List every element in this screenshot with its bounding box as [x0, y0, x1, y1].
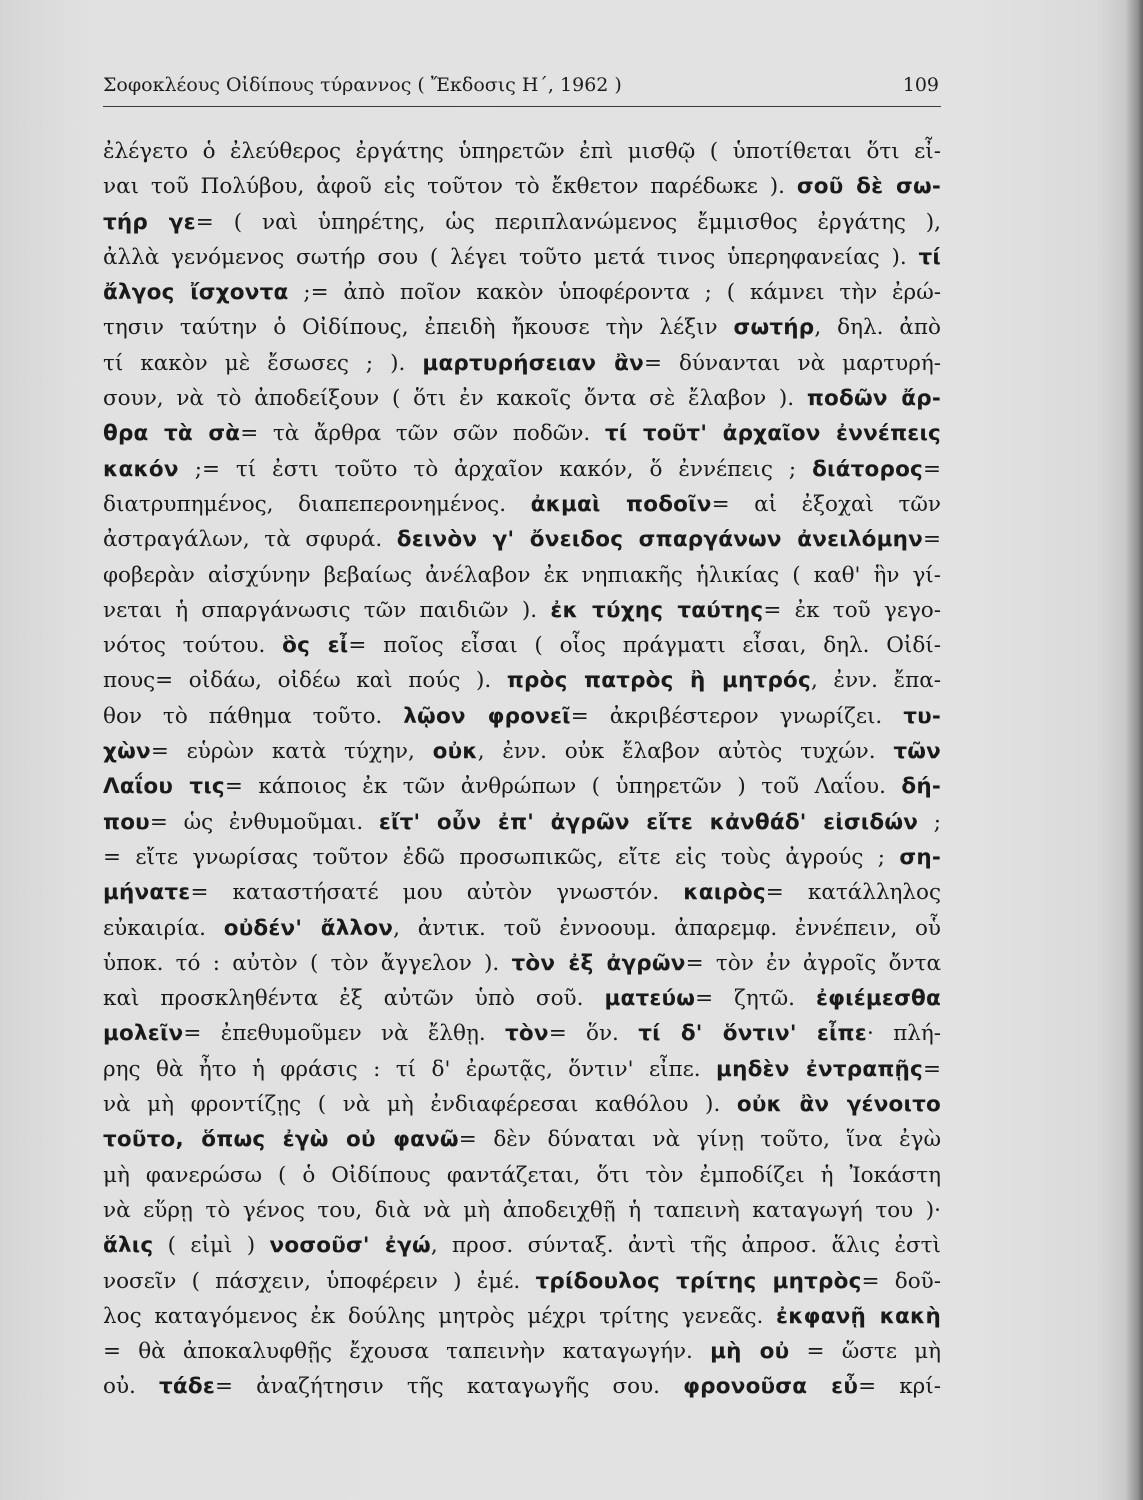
gloss-text: = ζητῶ.: [695, 986, 816, 1012]
gloss-text: λος καταγόμενος ἐκ δούλης μητρὸς μέχρι τρίτης γενεᾶς.: [103, 1303, 777, 1329]
gloss-text: νοσεῖν ( πάσχειν, ὑποφέρειν ) ἐμέ.: [103, 1268, 536, 1294]
lemma-term: διάτορος: [812, 456, 923, 482]
lemma-term: ἐφιέμεσθα: [815, 986, 941, 1012]
text-line: [103, 487, 941, 522]
running-title: Σοφοκλέους Οἰδίπους τύραννος ( Ἔκδοσις Η΄, 1962 ): [103, 74, 622, 96]
text-line: [103, 205, 941, 240]
text-line: [103, 310, 941, 345]
gloss-text: = θὰ ἀποκαλυφθῇς ἔχουσα ταπεινὴν καταγωγήν.: [103, 1339, 711, 1365]
gloss-text: τησιν ταύτην ὁ Οἰδίπους, ἐπειδὴ ἤκουσε τὴν λέξιν: [103, 315, 734, 341]
header-rule: [103, 106, 941, 107]
gloss-text: τί κακὸν μὲ ἔσωσες ; ).: [103, 350, 423, 376]
lemma-term: τυ-: [903, 703, 941, 729]
lemma-term: δή-: [901, 774, 941, 800]
text-line: [103, 769, 941, 804]
text-line: [103, 840, 941, 875]
gloss-text: = ὥστε μὴ: [789, 1339, 941, 1365]
lemma-term: τοῦτο, ὅπως ἐγὼ οὐ φανῶ: [103, 1127, 459, 1153]
text-line: [103, 981, 941, 1016]
gloss-text: καὶ προσκληθέντα ἐξ αὐτῶν ὑπὸ σοῦ.: [103, 986, 605, 1012]
commentary-text: [103, 134, 941, 1405]
text-line: [103, 1016, 941, 1051]
gloss-text: ἐλέγετο ὁ ἐλεύθερος ἐργάτης ὑπηρετῶν ἐπὶ μισθῷ ( ὑποτίθεται ὅτι εἶ-: [103, 139, 941, 164]
lemma-term: τῶν: [893, 739, 941, 765]
lemma-term: ὃς εἶ: [282, 633, 349, 659]
lemma-term: μὴ οὐ: [710, 1339, 790, 1365]
text-line: [103, 1299, 941, 1334]
lemma-term: χὼν: [103, 739, 151, 765]
gloss-text: =: [922, 456, 941, 482]
lemma-term: ἄλγος ἴσχοντα: [103, 280, 289, 306]
gloss-text: = ἀναζήτησιν τῆς καταγωγῆς σου.: [215, 1374, 684, 1400]
gloss-text: = ἐπεθυμοῦμεν νὰ ἔλθῃ.: [183, 1021, 505, 1047]
gloss-text: ;: [918, 809, 941, 835]
gloss-text: μὴ φανερώσω ( ὁ Οἰδίπους φαντάζεται, ὅτι τὸν ἐμποδίζει ἡ Ἰοκάστη: [103, 1162, 941, 1188]
lemma-term: μήνατε: [103, 880, 191, 906]
lemma-term: ἐκφανῇ κακὴ: [776, 1303, 941, 1329]
lemma-term: τί τοῦτ' ἀρχαῖον ἐννέπεις: [604, 421, 941, 447]
gloss-text: ρης θὰ ἦτο ἡ φράσις : τί δ' ἐρωτᾷς, ὅντιν' εἶπε.: [103, 1056, 717, 1082]
lemma-term: τήρ γε: [103, 209, 196, 235]
lemma-term: μαρτυρήσειαν ἂν: [422, 350, 644, 376]
text-line: [103, 452, 941, 487]
gloss-text: = ( ναὶ ὑπηρέτης, ὡς περιπλανώμενος ἔμμισθος ἐργάτης ),: [195, 209, 941, 235]
gloss-text: = κατάλληλος: [765, 880, 941, 906]
gloss-text: =: [922, 527, 941, 553]
text-line: [103, 1334, 941, 1369]
gloss-text: = αἱ ἐξοχαὶ τῶν: [711, 491, 941, 517]
gloss-text: , ἀντικ. τοῦ ἐννοουμ. ἀπαρεμφ. ἐννέπειν, οὗ: [393, 915, 941, 941]
lemma-term: Λαΐου τις: [103, 774, 225, 800]
gloss-text: = ὡς ἐνθυμοῦμαι.: [149, 809, 379, 835]
gloss-text: · πλή-: [866, 1021, 941, 1047]
running-head: [103, 68, 943, 104]
page-number: 109: [902, 74, 939, 96]
text-line: [103, 169, 941, 204]
lemma-term: λῷον φρονεῖ: [403, 703, 571, 729]
text-line: [103, 275, 941, 310]
gloss-text: = ποῖος εἶσαι ( οἷος πράγματι εἶσαι, δηλ. Οἰδί-: [348, 633, 941, 659]
gloss-text: θον τὸ πάθημα τοῦτο.: [103, 703, 404, 729]
lemma-term: τὸν: [504, 1021, 549, 1047]
gloss-text: διατρυπημένος, διαπεπερονημένος.: [103, 491, 531, 517]
text-line: [103, 134, 941, 169]
lemma-term: σοῦ δὲ σω-: [796, 174, 941, 200]
text-line: [103, 1228, 941, 1263]
lemma-term: ἐκ τύχης ταύτης: [550, 597, 764, 623]
gloss-text: ἀστραγάλων, τὰ σφυρά.: [103, 527, 397, 553]
lemma-term: τί: [918, 244, 941, 270]
gloss-text: =: [922, 1056, 941, 1082]
gloss-text: , ἐνν. ἔπα-: [810, 668, 941, 694]
lemma-term: εἴτ' οὖν ἐπ' ἀγρῶν εἴτε κἀνθάδ' εἰσιδών: [378, 809, 919, 835]
gloss-text: πους= οἰδάω, οἰδέω καὶ πούς ).: [103, 668, 507, 694]
lemma-term: θρα τὰ σὰ: [103, 421, 241, 447]
text-line: [103, 416, 941, 451]
gloss-text: ὑποκ. τό : αὐτὸν ( τὸν ἄγγελον ).: [103, 950, 512, 976]
gloss-text: σουν, νὰ τὸ ἀποδείξουν ( ὅτι ἐν κακοῖς ὄντα σὲ ἔλαβον ).: [103, 386, 807, 412]
gloss-text: , δηλ. ἀπὸ: [814, 315, 941, 341]
lemma-term: τὸν ἐξ ἀγρῶν: [511, 950, 686, 976]
gloss-text: = καταστήσατέ μου αὐτὸν γνωστόν.: [190, 880, 684, 906]
gloss-text: = ἀκριβέστερον γνωρίζει.: [570, 703, 904, 729]
gloss-text: = ὅν.: [548, 1021, 639, 1047]
text-line: [103, 381, 941, 416]
gloss-text: = τὸν ἐν ἀγροῖς ὄντα: [685, 950, 941, 976]
text-line: [103, 1158, 941, 1193]
gloss-text: φοβερὰν αἰσχύνην βεβαίως ἀνέλαβον ἐκ νηπιακῆς ἡλικίας ( καθ' ἣν γί-: [103, 562, 941, 588]
lemma-term: τρίδουλος τρίτης μητρὸς: [535, 1268, 862, 1294]
text-line: [103, 946, 941, 981]
gloss-text: νότος τούτου.: [103, 633, 283, 659]
text-line: [103, 1087, 941, 1122]
lemma-term: ματεύω: [604, 986, 696, 1012]
text-line: [103, 628, 941, 663]
lemma-term: οὐκ ἂν γένοιτο: [736, 1092, 941, 1118]
gloss-text: εὐκαιρία.: [103, 915, 224, 941]
lemma-term: τί δ' ὅντιν' εἶπε: [638, 1021, 867, 1047]
text-line: [103, 1369, 941, 1404]
lemma-term: νοσοῦσ' ἐγώ: [269, 1233, 431, 1259]
text-line: [103, 1193, 941, 1228]
lemma-term: οὐκ: [432, 739, 478, 765]
gloss-text: = δὲν δύναται νὰ γίνῃ τοῦτο, ἵνα ἐγὼ: [458, 1127, 941, 1153]
text-line: [103, 875, 941, 910]
gloss-text: νὰ μὴ φροντίζῃς ( νὰ μὴ ἐνδιαφέρεσαι καθόλου ).: [103, 1092, 737, 1118]
text-line: [103, 911, 941, 946]
text-line: [103, 240, 941, 275]
lemma-term: σωτήρ: [733, 315, 815, 341]
page-gutter-shadow: [1125, 0, 1143, 1500]
lemma-term: ἅλις: [103, 1233, 154, 1259]
text-line: [103, 1052, 941, 1087]
gloss-text: = εὑρὼν κατὰ τύχην,: [150, 739, 433, 765]
lemma-term: μηδὲν ἐντραπῇς: [716, 1056, 923, 1082]
lemma-term: καιρὸς: [683, 880, 766, 906]
gloss-text: ναι τοῦ Πολύβου, ἀφοῦ εἰς τοῦτον τὸ ἔκθετον παρέδωκε ).: [103, 174, 797, 200]
gloss-text: ( εἰμὶ ): [153, 1233, 270, 1259]
gloss-text: = δύνανται νὰ μαρτυρή-: [643, 350, 941, 376]
text-line: [103, 522, 941, 557]
gloss-text: = τὰ ἄρθρα τῶν σῶν ποδῶν.: [240, 421, 605, 447]
text-line: [103, 805, 941, 840]
gloss-text: = κάποιος ἐκ τῶν ἀνθρώπων ( ὑπηρετῶν ) τοῦ Λαΐου.: [224, 774, 902, 800]
lemma-term: δεινὸν γ' ὄνειδος σπαργάνων ἀνειλόμην: [396, 527, 923, 553]
lemma-term: που: [103, 809, 150, 835]
text-line: [103, 558, 941, 593]
gloss-text: = ἐκ τοῦ γεγο-: [763, 597, 941, 623]
gloss-text: νεται ἡ σπαργάνωσις τῶν παιδιῶν ).: [103, 597, 551, 623]
text-line: [103, 593, 941, 628]
gloss-text: = εἴτε γνωρίσας τοῦτον ἐδῶ προσωπικῶς, εἴτε εἰς τοὺς ἀγρούς ;: [103, 844, 900, 870]
gloss-text: = κρί-: [858, 1374, 941, 1400]
lemma-term: οὐδέν' ἄλλον: [223, 915, 394, 941]
lemma-term: πρὸς πατρὸς ἢ μητρός: [506, 668, 811, 694]
lemma-term: φρονοῦσα εὖ: [683, 1374, 859, 1400]
text-line: [103, 346, 941, 381]
lemma-term: κακόν: [103, 456, 179, 482]
gloss-text: νὰ εὕρῃ τὸ γένος του, διὰ νὰ μὴ ἀποδειχθῇ ἡ ταπεινὴ καταγωγή του )·: [103, 1197, 941, 1223]
text-line: [103, 1122, 941, 1157]
gloss-text: ;= τί ἐστι τοῦτο τὸ ἀρχαῖον κακόν, ὅ ἐννέπεις ;: [178, 456, 813, 482]
text-line: [103, 1264, 941, 1299]
gloss-text: = δοῦ-: [861, 1268, 941, 1294]
text-line: [103, 663, 941, 698]
lemma-term: ποδῶν ἄρ-: [806, 386, 941, 412]
gloss-text: ἀλλὰ γενόμενος σωτήρ σου ( λέγει τοῦτο μετά τινος ὑπερηφανείας ).: [103, 244, 919, 270]
gloss-text: , προσ. σύνταξ. ἀντὶ τῆς ἀπροσ. ἅλις ἐστὶ: [430, 1233, 941, 1259]
lemma-term: μολεῖν: [103, 1021, 184, 1047]
text-line: [103, 699, 941, 734]
lemma-term: ση-: [899, 844, 941, 870]
lemma-term: τάδε: [158, 1374, 216, 1400]
gloss-text: , ἐνν. οὐκ ἔλαβον αὐτὸς τυχών.: [477, 739, 894, 765]
gloss-text: οὐ.: [103, 1374, 159, 1400]
text-line: [103, 734, 941, 769]
lemma-term: ἀκμαὶ ποδοῖν: [530, 491, 712, 517]
gloss-text: ;= ἀπὸ ποῖον κακὸν ὑποφέροντα ; ( κάμνει τὴν ἐρώ-: [288, 280, 941, 306]
